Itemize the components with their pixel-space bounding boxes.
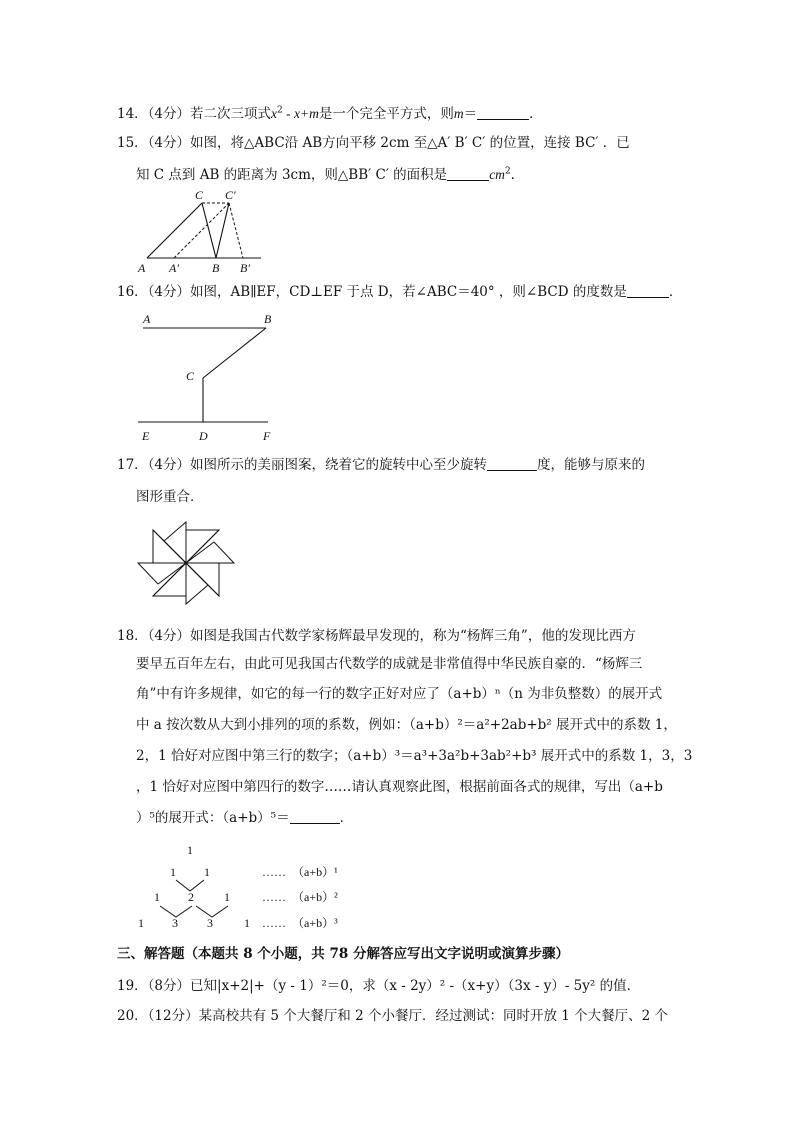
- label-c: C: [186, 369, 195, 383]
- question-number: 16．: [117, 284, 148, 300]
- question-text: 如图，AB∥EF，CD⊥EF 于点 D，若∠ABC＝40° ，则∠BCD 的度数是: [190, 284, 627, 300]
- label-d: D: [199, 429, 208, 443]
- question-number: 19．: [117, 978, 148, 994]
- exponent: 2: [504, 166, 511, 177]
- question-number: 17．: [117, 457, 148, 473]
- question-text: ．: [339, 810, 354, 826]
- triangle-number: 1: [154, 890, 160, 904]
- triangle-number: 1: [204, 865, 210, 879]
- question-number: 18．: [117, 628, 148, 644]
- answer-blank[interactable]: [477, 105, 529, 120]
- answer-blank[interactable]: [487, 456, 537, 471]
- question-text: 如图是我国古代数学家杨辉最早发现的，称为“杨辉三角”，他的发现比西方: [190, 628, 636, 644]
- segment-c2b2: [229, 203, 243, 258]
- question-text: ．: [668, 284, 683, 300]
- question-score: （4分）: [147, 457, 191, 473]
- variable-m: m: [453, 106, 464, 121]
- triangle-number: 2: [188, 890, 194, 904]
- answer-blank[interactable]: [627, 283, 669, 298]
- blade: [138, 563, 186, 584]
- triangle-number: 1: [138, 916, 144, 930]
- answer-blank[interactable]: [290, 809, 340, 824]
- pinwheel-pattern: [136, 520, 236, 606]
- binomial-label: （a+b）¹: [292, 865, 338, 879]
- dots: ……: [262, 865, 286, 879]
- question-text: ．: [529, 106, 543, 122]
- unit: cm: [489, 167, 505, 182]
- triangle-number: 3: [207, 916, 213, 930]
- yanghui-triangle: [132, 838, 372, 938]
- question-18-line2: 要早五百年左右，由此可见我国古代数学的成就是非常值得中华民族自豪的．“杨辉三: [136, 656, 643, 672]
- label-b: B: [264, 312, 272, 326]
- question-text: 是一个完全平方式，则: [318, 106, 454, 122]
- triangle-number: 1: [244, 916, 250, 930]
- triangle-connectors: [160, 880, 228, 917]
- label-f: F: [263, 429, 271, 443]
- label-c-prime: C′: [225, 188, 236, 202]
- label-e: E: [142, 429, 150, 443]
- question-text: ＝: [463, 106, 478, 122]
- label-b-prime: B′: [240, 261, 250, 275]
- label-a-prime: A′: [169, 261, 179, 275]
- question-18-line4: 中 a 按次数从大到小排列的项的系数，例如：（a+b）²＝a²+2ab+b² 展开式中的系数 1，: [136, 717, 677, 733]
- question-14: [117, 104, 543, 124]
- question-18-line3: 角”中有许多规律，如它的每一行的数字正好对应了（a+b）ⁿ（n 为非负整数）的展开式: [136, 686, 663, 702]
- blade: [186, 542, 234, 563]
- dots: ……: [262, 890, 286, 904]
- question-19: [117, 976, 640, 996]
- question-18: [117, 626, 636, 646]
- translation-diagram: [134, 186, 264, 276]
- question-18-line6: ，1 恰好对应图中第四行的数字……请认真观察此图，根据前面各式的规律，写出（a+b: [136, 779, 663, 795]
- triangle-number: 1: [170, 865, 176, 879]
- question-text: 若二次三项式: [190, 106, 272, 122]
- segment-cb: [202, 203, 216, 258]
- question-text: 某高校共有 5 个大餐厅和 2 个小餐厅．经过测试：同时开放 1 个大餐厅、2 个: [198, 1008, 669, 1024]
- exponent: 2: [277, 105, 283, 116]
- question-16: [117, 282, 682, 302]
- answer-blank[interactable]: [447, 166, 489, 181]
- question-15-line2: [136, 165, 524, 185]
- question-20: [117, 1006, 668, 1026]
- label-c: C: [195, 188, 204, 202]
- triangle-number: 3: [172, 916, 178, 930]
- triangle-number: 1: [187, 843, 193, 857]
- triangle-number: 1: [224, 890, 230, 904]
- label-b: B: [212, 261, 220, 275]
- segment-ac: [147, 203, 202, 258]
- binomial-label: （a+b）³: [292, 916, 338, 930]
- question-score: （8分）: [147, 978, 191, 994]
- question-text: 已知|x+2|+（y - 1）²＝0，求（x - 2y）² -（x+y）（3x - y）- 5y² 的值．: [190, 978, 641, 994]
- blade: [186, 563, 208, 604]
- question-score: （4分）: [147, 284, 191, 300]
- label-a: A: [138, 261, 146, 275]
- binomial-label: （a+b）²: [292, 890, 338, 904]
- question-18-line5: 2，1 恰好对应图中第三行的数字；（a+b）³＝a³+3a²b+3ab²+b³ 展开式中的系数 1，3，3: [136, 748, 693, 764]
- question-number: 14．: [117, 106, 148, 122]
- blade: [164, 522, 186, 563]
- question-text: - x+m: [282, 106, 319, 121]
- question-text: 图形重合．: [136, 489, 204, 505]
- question-15: [117, 133, 630, 153]
- question-text: 如图，将△ABC沿 AB方向平移 2cm 至△A′ B′ C′ 的位置，连接 BC′ ．已: [190, 135, 630, 151]
- section-heading: 三、解答题（本题共 8 个小题，共 78 分解答应写出文字说明或演算步骤）: [117, 946, 569, 962]
- question-17-line2: [136, 487, 204, 507]
- question-text: 度，能够与原来的: [537, 457, 646, 473]
- segment-a2c2: [174, 203, 229, 258]
- question-score: （12分）: [147, 1008, 199, 1024]
- dots: ……: [262, 916, 286, 930]
- question-text: 知 C 点到 AB 的距离为 3cm，则△BB′ C′ 的面积是: [136, 167, 448, 183]
- segment-bc2: [216, 203, 229, 258]
- question-18-line7: [136, 808, 353, 828]
- label-a: A: [143, 312, 151, 326]
- variable-x: x: [271, 106, 278, 121]
- segment-bc: [203, 328, 266, 378]
- question-number: 15．: [117, 135, 148, 151]
- parallel-lines-diagram: [138, 310, 298, 445]
- pinwheel-blades: [138, 522, 234, 604]
- question-score: （4分）: [147, 135, 191, 151]
- question-score: （4分）: [147, 106, 191, 122]
- question-score: （4分）: [147, 628, 191, 644]
- question-number: 20．: [117, 1008, 148, 1024]
- question-text: ．: [510, 167, 525, 183]
- question-17: [117, 455, 645, 475]
- question-text: 如图所示的美丽图案，绕着它的旋转中心至少旋转: [190, 457, 488, 473]
- question-text: ）⁵的展开式：（a+b）⁵＝: [136, 810, 290, 826]
